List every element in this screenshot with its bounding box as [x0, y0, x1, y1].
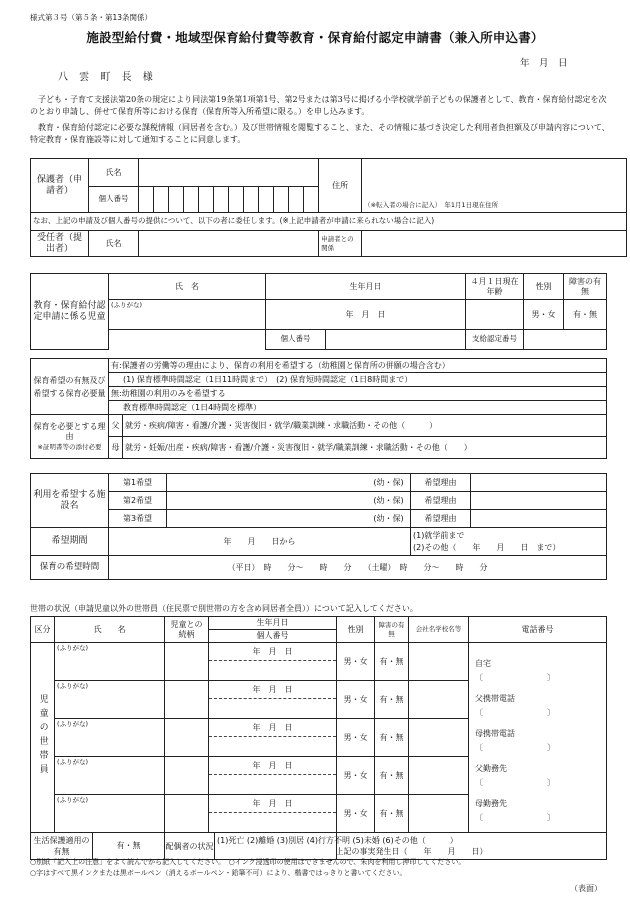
col-company: 会社名学校名等: [409, 617, 469, 643]
spouse-label: 配偶者の状況: [165, 833, 215, 859]
member-disability[interactable]: 有・無: [375, 757, 409, 795]
welfare-label: 生活保護適用の有無: [31, 833, 93, 859]
proxy-label: 受任者（提出者）: [31, 231, 89, 257]
id-digit[interactable]: [289, 187, 304, 213]
time-value[interactable]: （平日） 時 分～ 時 分 （土曜） 時 分～ 時 分: [109, 556, 607, 580]
furigana-label: (ふりがな): [57, 644, 89, 652]
applicant-id-label: 個人番号: [89, 187, 139, 213]
member-sex[interactable]: 男・女: [337, 757, 375, 795]
member-dob-id-cell: [209, 643, 337, 681]
id-digit[interactable]: [199, 187, 214, 213]
child-table: [30, 273, 607, 350]
applicant-table: [30, 158, 627, 257]
choice-2-type[interactable]: (幼・保): [367, 492, 411, 510]
child-disability-header: 障害の有無: [564, 274, 607, 300]
member-company-field[interactable]: [409, 643, 469, 681]
father-label: 父: [109, 415, 123, 437]
proxy-name-label: 氏名: [89, 231, 139, 257]
applicant-address-field[interactable]: [362, 159, 627, 213]
member-id-field[interactable]: [209, 661, 336, 680]
household-caption: 世帯の状況（申請児童以外の世帯員（住民票で別世帯の方を含め同居者全員））について記入してください。: [30, 604, 418, 613]
member-disability[interactable]: 有・無: [375, 719, 409, 757]
household-row: [31, 643, 607, 681]
member-name-field[interactable]: [55, 643, 165, 681]
note-1: ○別紙「記入上の注意」をよく読んでから記入してください。 ○インク浸透印の使用はできませんので、朱肉を利用し押印してください。: [30, 858, 466, 866]
care-request-label: 保育希望の有無及び希望する保育必要量: [31, 359, 109, 415]
moved-note: （※転入者の場合に記入） 年1月1日現在住所: [364, 200, 499, 209]
period-label: 希望期間: [31, 528, 109, 556]
choice-1-field[interactable]: [167, 474, 367, 492]
care-reason-note: ※証明書等の添付必要: [37, 442, 102, 451]
id-digit[interactable]: [139, 187, 154, 213]
child-sex-field[interactable]: 男・女: [524, 300, 564, 330]
furigana-label: (ふりがな): [111, 301, 143, 309]
id-digit[interactable]: [154, 187, 169, 213]
member-relation-field[interactable]: [165, 643, 209, 681]
addressee: 八 雲 町 長 様: [58, 72, 157, 83]
phone-cell: [469, 643, 607, 833]
member-dob-id-cell: [209, 681, 337, 719]
furigana-label: (ふりがな): [57, 682, 89, 690]
child-blank: [109, 330, 266, 350]
care-option-yes-sub[interactable]: (1) 保育標準時間認定（1日11時間まで） (2) 保育短時間認定（1日8時間まで）: [109, 373, 607, 387]
welfare-row: [31, 833, 165, 860]
spouse-options-cell[interactable]: [217, 833, 607, 860]
member-dob-id-cell: [209, 795, 337, 833]
id-digit[interactable]: [274, 187, 289, 213]
welfare-value[interactable]: 有・無: [116, 841, 141, 851]
member-name-field[interactable]: [55, 681, 165, 719]
member-relation-field[interactable]: [165, 757, 209, 795]
id-digit[interactable]: [184, 187, 199, 213]
applicant-address-label: 住所: [319, 159, 362, 213]
time-label: 保育の希望時間: [31, 556, 109, 580]
member-id-field[interactable]: [209, 775, 336, 794]
fact-date[interactable]: 上記の事実発生日（ 年 月 日）: [335, 847, 488, 856]
col-category: 区分: [31, 617, 55, 643]
col-relation: 児童との続柄: [165, 617, 209, 643]
child-age-header: ４月１日現在年齢: [466, 274, 524, 300]
period-value[interactable]: 年 月 日から: [109, 528, 411, 556]
phone-entry-label: 母携帯電話: [475, 729, 515, 738]
furigana-label: (ふりがな): [57, 796, 89, 804]
choice-3-reason-label: 希望理由: [411, 510, 471, 528]
furigana-label: (ふりがな): [57, 720, 89, 728]
delegation-note: なお、上記の申請及び個人番号の提供について、以下の者に委任します。(※上記申請者が申請に来られない場合に記入): [31, 213, 627, 231]
phone-entry-field[interactable]: 〔 〕: [475, 707, 555, 717]
member-sex[interactable]: 男・女: [337, 719, 375, 757]
choice-2-label: 第2希望: [109, 492, 167, 510]
choice-1-label: 第1希望: [109, 474, 167, 492]
member-company-field[interactable]: [409, 681, 469, 719]
member-dob-id-cell: [209, 757, 337, 795]
child-disability-field[interactable]: 有・無: [564, 300, 607, 330]
child-id-label: 個人番号: [266, 330, 326, 350]
member-id-field[interactable]: [209, 699, 336, 718]
period-options[interactable]: [411, 528, 607, 556]
mother-label: 母: [109, 437, 123, 459]
member-name-field[interactable]: [55, 795, 165, 833]
child-support-label: 支給認定番号: [466, 330, 524, 350]
member-dob[interactable]: 年 月 日: [209, 795, 336, 813]
phone-entry-label: 父勤務先: [475, 764, 507, 773]
applicant-name-field[interactable]: [139, 159, 319, 187]
child-age-field[interactable]: [466, 300, 524, 330]
choice-3-label: 第3希望: [109, 510, 167, 528]
id-digit[interactable]: [259, 187, 274, 213]
child-support-field[interactable]: [524, 330, 607, 350]
applicant-name-label: 氏名: [89, 159, 139, 187]
phone-entry-label: 父携帯電話: [475, 694, 515, 703]
choice-3-reason-field[interactable]: [471, 510, 607, 528]
member-company-field[interactable]: [409, 719, 469, 757]
facility-table: [30, 473, 607, 580]
col-phone: 電話番号: [469, 617, 607, 643]
member-name-field[interactable]: [55, 757, 165, 795]
intro-paragraph-2: 教育・保育給付認定に必要な課税情報（同居者を含む。）及び世帯情報を閲覧すること、また、その情報に基づき決定した利用者負担額及び申請内容について、特定教育・保育施設等に対して通知することに同意します。: [30, 123, 610, 144]
page-side: （表面）: [570, 884, 602, 893]
col-id: 個人番号: [209, 630, 337, 643]
col-dob: 生年月日: [209, 617, 337, 630]
id-digit[interactable]: [214, 187, 229, 213]
father-reasons[interactable]: 就労・疾病/障害・看護/介護・災害復旧・就学/職業訓練・求職活動・その他（ ）: [123, 415, 607, 437]
proxy-relation-label: 申請者との関係: [319, 231, 362, 257]
household-category: 児童の世帯員: [31, 643, 55, 833]
choice-2-reason-field[interactable]: [471, 492, 607, 510]
member-id-field[interactable]: [209, 813, 336, 832]
child-name-field[interactable]: [109, 300, 266, 330]
id-digit[interactable]: [304, 187, 319, 213]
phone-entry-label: 自宅: [475, 659, 491, 668]
member-relation-field[interactable]: [165, 719, 209, 757]
col-sex: 性別: [337, 617, 375, 643]
phone-entry-label: 母勤務先: [475, 799, 507, 808]
choice-2-reason-label: 希望理由: [411, 492, 471, 510]
member-sex[interactable]: 男・女: [337, 795, 375, 833]
choice-1-type[interactable]: (幼・保): [367, 474, 411, 492]
member-company-field[interactable]: [409, 757, 469, 795]
member-disability[interactable]: 有・無: [375, 795, 409, 833]
member-dob[interactable]: 年 月 日: [209, 719, 336, 737]
care-option-no[interactable]: 無:幼稚園の利用のみを希望する: [109, 387, 607, 401]
form-title: 施設型給付費・地域型保育給付費等教育・保育給付認定申請書（兼入所申込書）: [86, 30, 544, 45]
member-disability[interactable]: 有・無: [375, 681, 409, 719]
care-reason-label: 保育を必要とする理由 ※証明書等の添付必要: [31, 415, 109, 459]
member-id-field[interactable]: [209, 737, 336, 756]
phone-entry-field[interactable]: 〔 〕: [475, 742, 555, 752]
period-option-2[interactable]: (2)その他（ 年 月 日 まで）: [413, 542, 561, 552]
choice-3-field[interactable]: [167, 510, 367, 528]
furigana-label: (ふりがな): [57, 758, 89, 766]
note-2: ○字はすべて黒インクまたは黒ボールペン（消えるボールペン・鉛筆不可）により、楷書ではっきりと書いてください。: [30, 869, 407, 877]
col-name: 氏 名: [55, 617, 165, 643]
child-dob-field[interactable]: 年 月 日: [266, 300, 466, 330]
member-company-field[interactable]: [409, 795, 469, 833]
mother-reasons[interactable]: 就労・妊娠/出産・疾病/障害・看護/介護・災害復旧・就学/職業訓練・求職活動・その他（ ）: [123, 437, 607, 459]
proxy-name-field[interactable]: [139, 231, 319, 257]
care-option-no-sub[interactable]: 教育標準時間認定（1日4時間を標準）: [109, 401, 607, 415]
col-disability: 障害の有無: [375, 617, 409, 643]
care-option-yes[interactable]: 有:保護者の労働等の理由により、保育の利用を希望する（幼稚園と保育所の併願の場合含む）: [109, 359, 607, 373]
choice-1-reason-label: 希望理由: [411, 474, 471, 492]
intro-paragraph-1: 子ども・子育て支援法第20条の規定により同法第19条第1項第1号、第2号または第3号に掲げる小学校就学前子どもの保護者として、教育・保育給付認定を次のとおり申請し、併せて保育所等における保育（保育所等入所希望に限る。）を申し込みます。: [30, 95, 607, 116]
child-name-header: 氏 名: [109, 274, 266, 300]
date-line: 年 月 日: [520, 58, 568, 69]
choice-3-type[interactable]: (幼・保): [367, 510, 411, 528]
id-digit[interactable]: [229, 187, 244, 213]
care-request-table: [30, 358, 607, 459]
member-sex[interactable]: 男・女: [337, 643, 375, 681]
member-relation-field[interactable]: [165, 795, 209, 833]
child-sex-header: 性別: [524, 274, 564, 300]
id-digit[interactable]: [169, 187, 184, 213]
choice-2-field[interactable]: [167, 492, 367, 510]
phone-entry-field[interactable]: 〔 〕: [475, 812, 555, 822]
spouse-options[interactable]: (1)死亡 (2)離婚 (3)別居 (4)行方不明 (5)未婚 (6)その他（ ）: [217, 836, 458, 845]
member-dob[interactable]: 年 月 日: [209, 681, 336, 699]
member-sex[interactable]: 男・女: [337, 681, 375, 719]
phone-entry-field[interactable]: 〔 〕: [475, 777, 555, 787]
choice-1-reason-field[interactable]: [471, 474, 607, 492]
member-relation-field[interactable]: [165, 681, 209, 719]
form-code: 様式第３号（第５条・第13条関係）: [30, 13, 153, 22]
applicant-label: 保護者（申請者）: [31, 159, 89, 213]
member-disability[interactable]: 有・無: [375, 643, 409, 681]
member-name-field[interactable]: [55, 719, 165, 757]
period-option-1[interactable]: (1)就学前まで: [413, 530, 465, 540]
household-table: [30, 616, 607, 860]
child-label: 教育・保育給付認定申請に係る児童: [31, 274, 109, 350]
facility-label: 利用を希望する施設名: [31, 474, 109, 528]
member-dob[interactable]: 年 月 日: [209, 757, 336, 775]
member-dob[interactable]: 年 月 日: [209, 643, 336, 661]
phone-entry-field[interactable]: 〔 〕: [475, 672, 555, 682]
member-dob-id-cell: [209, 719, 337, 757]
proxy-relation-field[interactable]: [362, 231, 627, 257]
child-dob-header: 生年月日: [266, 274, 466, 300]
id-digit[interactable]: [244, 187, 259, 213]
child-id-field[interactable]: [326, 330, 466, 350]
